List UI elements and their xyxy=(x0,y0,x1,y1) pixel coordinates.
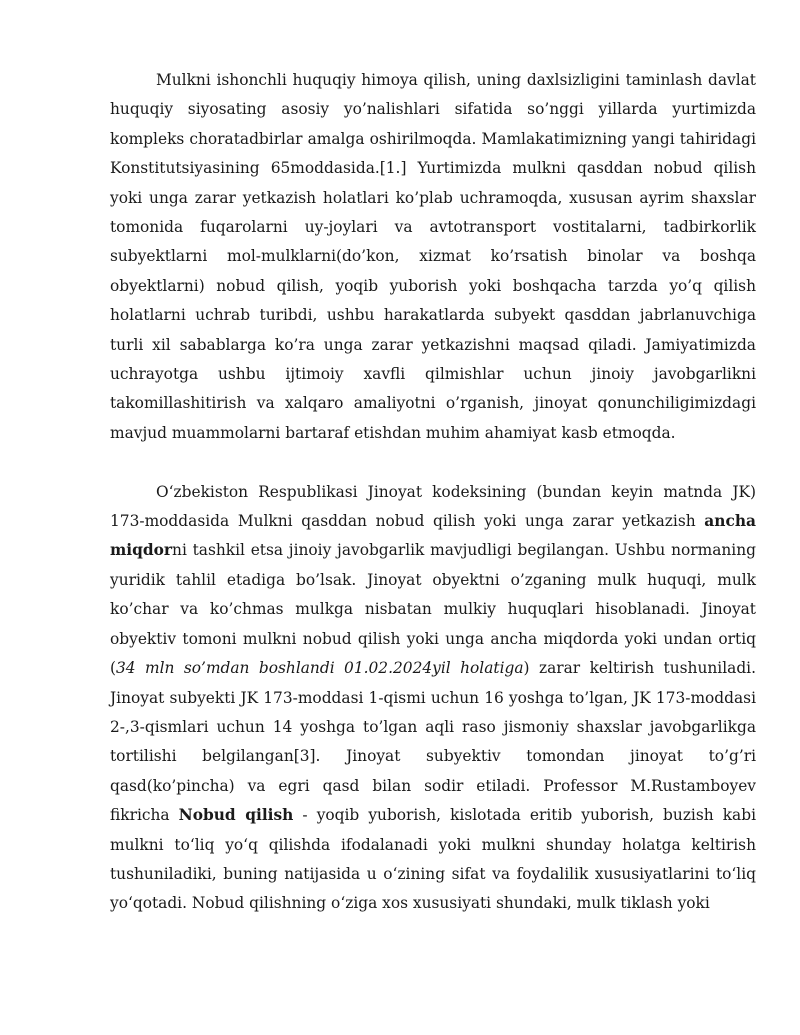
bold-term: Nobud qilish xyxy=(178,806,294,825)
text-run: ) zarar keltirish tushuniladi. Jinoyat subyekti JK 173-moddasi 1-qismi uchun 16 yoshga to’lgan, JK 173-moddasi 2-,3-qismlari uchun 14 yoshga to’lgan aqli raso jismoniy shaxslar javobgarlikga tortilishi belgilangan[3]. Jinoyat subyektiv tomondan jinoyat to’g’ri qasd(ko’pincha) va egri qasd bilan sodir etiladi. Professor M.Rustamboyev fikricha xyxy=(110,659,756,825)
paragraph xyxy=(110,478,756,919)
text-run: Mulkni ishonchli huquqiy himoya qilish, uning daxlsizligini taminlash davlat huquqiy siyosating asosiy yo’nalishlari sifatida so’nggi yillarda yurtimizda kompleks choratadbirlar amalga oshirilmoqda. Mamlakatimizning yangi tahiridagi Konstitutsiyasining 65moddasida.[1.] Yurtimizda mulkni qasddan nobud qilish yoki unga zarar yetkazish holatlari ko’plab uchramoqda, xususan ayrim shaxslar tomonida fuqarolarni uy-joylari va avtotransport vostitalarni, tadbirkorlik subyektlarni mol-mulklarni(do’kon, xizmat ko’rsatish binolar va boshqa obyektlarni) nobud qilish, yoqib yuborish yoki boshqacha tarzda yo’q qilish holatlarni uchrab turibdi, ushbu harakatlarda subyekt qasddan jabrlanuvchiga turli xil sabablarga ko’ra unga zarar yetkazishni maqsad qiladi. Jamiyatimizda uchrayotga ushbu ijtimoiy xavfli qilmishlar uchun jinoiy javobgarlikni takomillashitirish va xalqaro amaliyotni o’rganish, jinoyat qonunchiligimizdagi mavjud muammolarni bartaraf etishdan muhim ahamiyat kasb etmoqda. xyxy=(110,71,756,442)
paragraph xyxy=(110,66,756,448)
text-run: - yoqib yuborish, kislotada eritib yuborish, buzish kabi mulkni to‘liq yo‘q qilishda ifodalanadi yoki mulkni shunday holatga keltirish tushuniladiki, buning natijasida u o‘zining sifat va foydalilik xususiyatlarini to‘liq yo‘qotadi. Nobud qilishning o‘ziga xos xususiyati shundaki, mulk tiklash yoki xyxy=(110,806,756,913)
italic-note: 34 mln so’mdan boshlandi 01.02.2024yil holatiga xyxy=(116,659,524,678)
text-run: ni tashkil etsa jinoiy javobgarlik mavjudligi begilangan. Ushbu normaning yuridik tahlil etadiga bo’lsak. Jinoyat obyektni o’zganing mulk huquqi, mulk ko’char va ko’chmas mulkga nisbatan mulkiy huquqlari hisoblanadi. Jinoyat obyektiv tomoni mulkni nobud qilish yoki unga ancha miqdorda yoki undan ortiq ( xyxy=(110,541,756,678)
bold-term: ancha miqdor xyxy=(110,512,756,560)
text-run: O‘zbekiston Respublikasi Jinoyat kodeksining (bundan keyin matnda JK) 173-moddasida Mulkni qasddan nobud qilish yoki unga zarar yetkazish xyxy=(110,482,756,531)
document-page xyxy=(110,66,756,919)
